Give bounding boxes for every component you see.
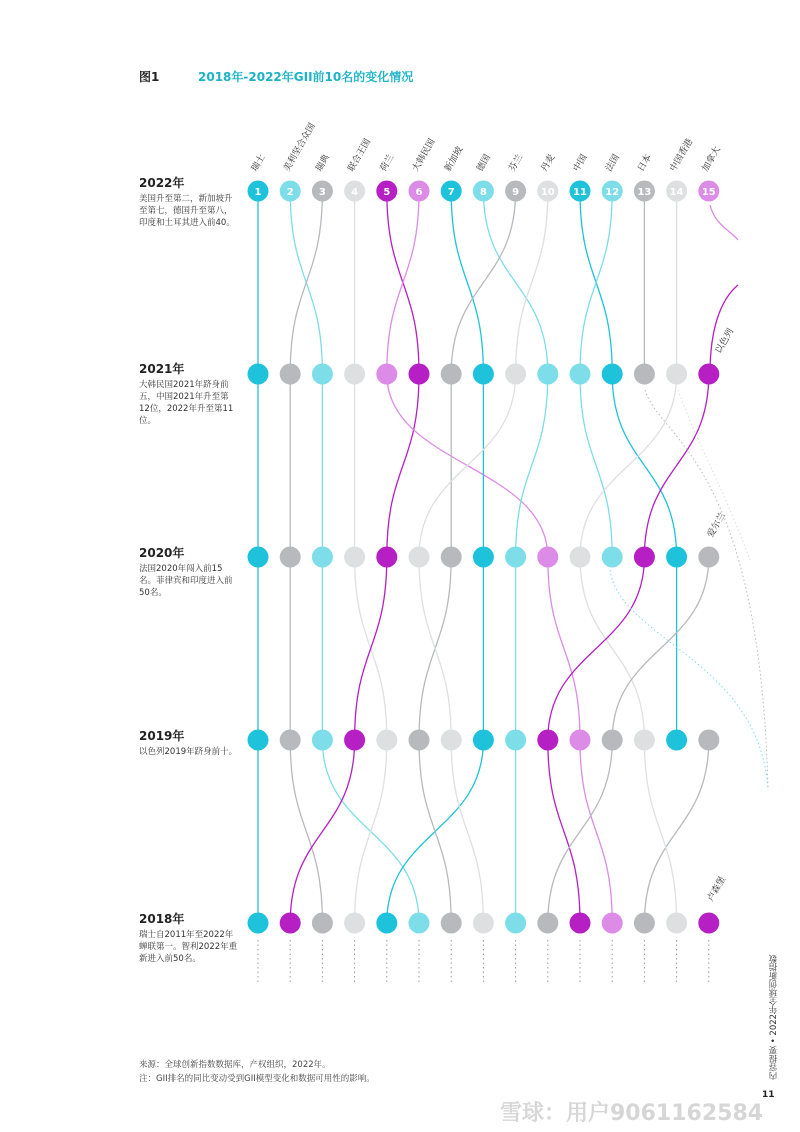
figure-title: 2018年-2022年GII前10名的变化情况 <box>198 70 414 84</box>
rank-number: 12 <box>605 187 620 198</box>
rank-dot-2018-2 <box>280 913 301 934</box>
rank-dot-2019-8 <box>473 730 494 751</box>
year-note: 法国2020年闯入前15名。菲律宾和印度进入前50名。 <box>139 564 233 598</box>
rank-dot-2019-6 <box>409 730 430 751</box>
rank-number: 5 <box>383 187 391 198</box>
annotation-luxembourg: 卢森堡 <box>705 875 729 904</box>
flow-line-荷兰 <box>387 374 419 557</box>
rank-number: 15 <box>701 187 716 198</box>
year-label: 2021年 <box>139 362 185 376</box>
rank-dot-2019-12 <box>602 730 623 751</box>
year-block-2020 <box>139 544 239 599</box>
rank-dot-2020-11 <box>570 547 591 568</box>
rank-dot-2018-4 <box>344 913 365 934</box>
flow-line-以色列 <box>644 374 708 557</box>
country-header: 法国 <box>604 152 622 174</box>
rank-dot-2018-7 <box>441 913 462 934</box>
year-block-2018 <box>139 910 239 965</box>
rank-dot-2020-9 <box>505 547 526 568</box>
flow-line-荷兰 <box>290 740 354 923</box>
rank-number: 6 <box>415 187 423 198</box>
flow-line-芬兰 <box>419 740 451 923</box>
rank-dot-2021-8 <box>473 364 494 385</box>
rank-dot-2018-1 <box>248 913 269 934</box>
rank-dot-2018-3 <box>312 913 333 934</box>
rank-number: 1 <box>254 187 262 198</box>
rank-dot-2021-13 <box>634 364 655 385</box>
flow-line-爱尔兰 <box>548 740 612 923</box>
rank-dot-2021-14 <box>666 364 687 385</box>
year-note: 大韩民国2021年跻身前五，中国2021年升至第12位，2022年升至第11位。 <box>139 380 234 426</box>
rank-number: 8 <box>479 187 487 198</box>
rank-dot-2021-2 <box>280 364 301 385</box>
year-note: 美国升至第二，新加坡升至第七，德国升至第八，印度和土耳其进入前40。 <box>139 194 235 228</box>
flow-line-丹麦 <box>451 740 483 923</box>
rank-dot-2018-5 <box>376 913 397 934</box>
rank-dot-2020-1 <box>248 547 269 568</box>
rank-dot-2021-9 <box>505 364 526 385</box>
rank-dot-2020-7 <box>441 547 462 568</box>
watermark: 雪球：用户9061162584 <box>500 1101 764 1126</box>
rank-dot-2021-7 <box>441 364 462 385</box>
flow-line-联合王国 <box>355 740 387 923</box>
country-header: 中国香港 <box>668 137 696 174</box>
source-line: 来源：全球创新指数数据库，产权组织，2022年。 <box>139 1060 331 1070</box>
flow-line-以色列 <box>548 557 645 740</box>
rank-number: 14 <box>669 187 684 198</box>
rank-number: 7 <box>447 187 455 198</box>
rank-dot-2018-6 <box>409 913 430 934</box>
flow-line-大韩民国 <box>387 191 419 374</box>
rank-dot-2019-13 <box>634 730 655 751</box>
rank-dot-2018-14 <box>666 913 687 934</box>
rank-dot-2019-9 <box>505 730 526 751</box>
rank-number: 10 <box>540 187 555 198</box>
country-header: 日本 <box>636 152 655 174</box>
rank-dot-2021-4 <box>344 364 365 385</box>
rank-dot-2019-11 <box>570 730 591 751</box>
figure-label: 图1 <box>139 70 160 84</box>
flow-line-大韩民国 <box>548 557 580 740</box>
rank-dot-2020-5 <box>376 547 397 568</box>
flow-line-芬兰 <box>451 191 515 374</box>
rank-dot-2019-7 <box>441 730 462 751</box>
year-label: 2019年 <box>139 729 185 743</box>
flow-line-爱尔兰 <box>612 557 709 740</box>
flow-line-中国香港 <box>644 740 676 923</box>
flow-line-新加坡 <box>451 191 483 374</box>
rank-dot-2021-15 <box>698 364 719 385</box>
rank-dot-2020-2 <box>280 547 301 568</box>
year-label: 2022年 <box>139 176 185 190</box>
rank-dot-2021-10 <box>537 364 558 385</box>
rank-dot-2018-15 <box>698 913 719 934</box>
rank-dot-2019-4 <box>344 730 365 751</box>
year-label: 2018年 <box>139 912 185 926</box>
rank-dot-2020-15 <box>698 547 719 568</box>
country-header: 荷兰 <box>378 152 397 174</box>
rank-dot-2019-15 <box>698 730 719 751</box>
country-header: 中国 <box>571 152 590 174</box>
flow-lines <box>258 191 768 985</box>
flow-line-大韩民国 <box>580 740 612 923</box>
country-header: 丹麦 <box>539 152 558 174</box>
rank-number: 4 <box>351 187 359 198</box>
rank-dot-2020-14 <box>666 547 687 568</box>
flow-line-德国 <box>483 191 547 374</box>
year-label: 2020年 <box>139 546 185 560</box>
rank-dot-2021-11 <box>570 364 591 385</box>
rank-dot-2020-8 <box>473 547 494 568</box>
canada-entry <box>710 205 738 240</box>
source-note <box>139 1058 375 1086</box>
rank-dot-2018-11 <box>570 913 591 934</box>
flow-line-中国香港 <box>580 374 677 557</box>
rank-dot-2020-13 <box>634 547 655 568</box>
year-block-2021 <box>139 360 239 427</box>
flow-line-荷兰 <box>355 557 387 740</box>
page-number: 11 <box>762 1090 775 1100</box>
year-note: 瑞士自2011年至2022年蝉联第一。智利2022年重新进入前50名。 <box>139 930 238 964</box>
rank-dot-2020-12 <box>602 547 623 568</box>
rank-dot-2021-1 <box>248 364 269 385</box>
annotation-israel: 以色列 <box>713 327 737 356</box>
flow-line-以色列 <box>548 740 580 923</box>
rank-dot-2020-6 <box>409 547 430 568</box>
country-header: 瑞典 <box>314 152 333 174</box>
rank-dot-2019-5 <box>376 730 397 751</box>
rank-dot-2018-13 <box>634 913 655 934</box>
flow-line-法国 <box>580 191 612 374</box>
rank-number: 13 <box>637 187 652 198</box>
rank-dot-2018-10 <box>537 913 558 934</box>
rank-dot-2018-12 <box>602 913 623 934</box>
country-header: 大韩民国 <box>410 137 438 174</box>
rank-dot-2019-2 <box>280 730 301 751</box>
rank-number: 11 <box>573 187 587 198</box>
flow-line-瑞典 <box>290 740 322 923</box>
rank-dot-2019-1 <box>248 730 269 751</box>
country-header: 联合王国 <box>346 137 374 174</box>
israel-entry <box>710 285 738 374</box>
rank-number: 3 <box>318 187 326 198</box>
country-header: 美利坚合众国 <box>282 121 318 174</box>
rank-dot-2021-5 <box>376 364 397 385</box>
rank-dot-2021-12 <box>602 364 623 385</box>
note-line: 注：GII排名的同比变动受到GII模型变化和数据可用性的影响。 <box>139 1074 375 1084</box>
country-header: 瑞士 <box>249 152 268 174</box>
flow-line-德国 <box>516 374 548 557</box>
rank-dot-2021-6 <box>409 364 430 385</box>
annotation-ireland: 爱尔兰 <box>705 511 729 540</box>
rank-dot-2019-10 <box>537 730 558 751</box>
year-note: 以色列2019年跻身前十。 <box>139 747 238 757</box>
rank-dot-2020-10 <box>537 547 558 568</box>
flow-line-法国 <box>580 374 612 557</box>
rank-number: 2 <box>286 187 294 198</box>
rank-dot-2020-4 <box>344 547 365 568</box>
country-header: 芬兰 <box>507 152 526 174</box>
rank-dot-2021-3 <box>312 364 333 385</box>
side-running-header: 内容提要 • 2022年全球创新指数 <box>769 954 779 1080</box>
flow-line-中国 <box>612 374 676 557</box>
rank-dot-2019-3 <box>312 730 333 751</box>
flow-line-中国香港 <box>580 557 644 740</box>
flow-line-日本 <box>644 740 708 923</box>
rank-number: 9 <box>512 187 520 198</box>
year-block-2019 <box>139 727 239 758</box>
year-block-2022 <box>139 174 239 229</box>
country-header: 德国 <box>475 152 494 174</box>
labels <box>248 121 736 904</box>
flow-line-丹麦 <box>419 374 516 557</box>
flow-line-丹麦 <box>516 191 548 374</box>
country-header: 加拿大 <box>700 145 723 174</box>
rank-dots <box>248 181 720 934</box>
flow-line-丹麦 <box>419 557 451 740</box>
country-header: 新加坡 <box>443 145 466 174</box>
rank-dot-2018-9 <box>505 913 526 934</box>
flow-line-瑞典 <box>290 191 322 374</box>
rank-dot-2019-14 <box>666 730 687 751</box>
rank-dot-2018-8 <box>473 913 494 934</box>
rank-dot-2020-3 <box>312 547 333 568</box>
